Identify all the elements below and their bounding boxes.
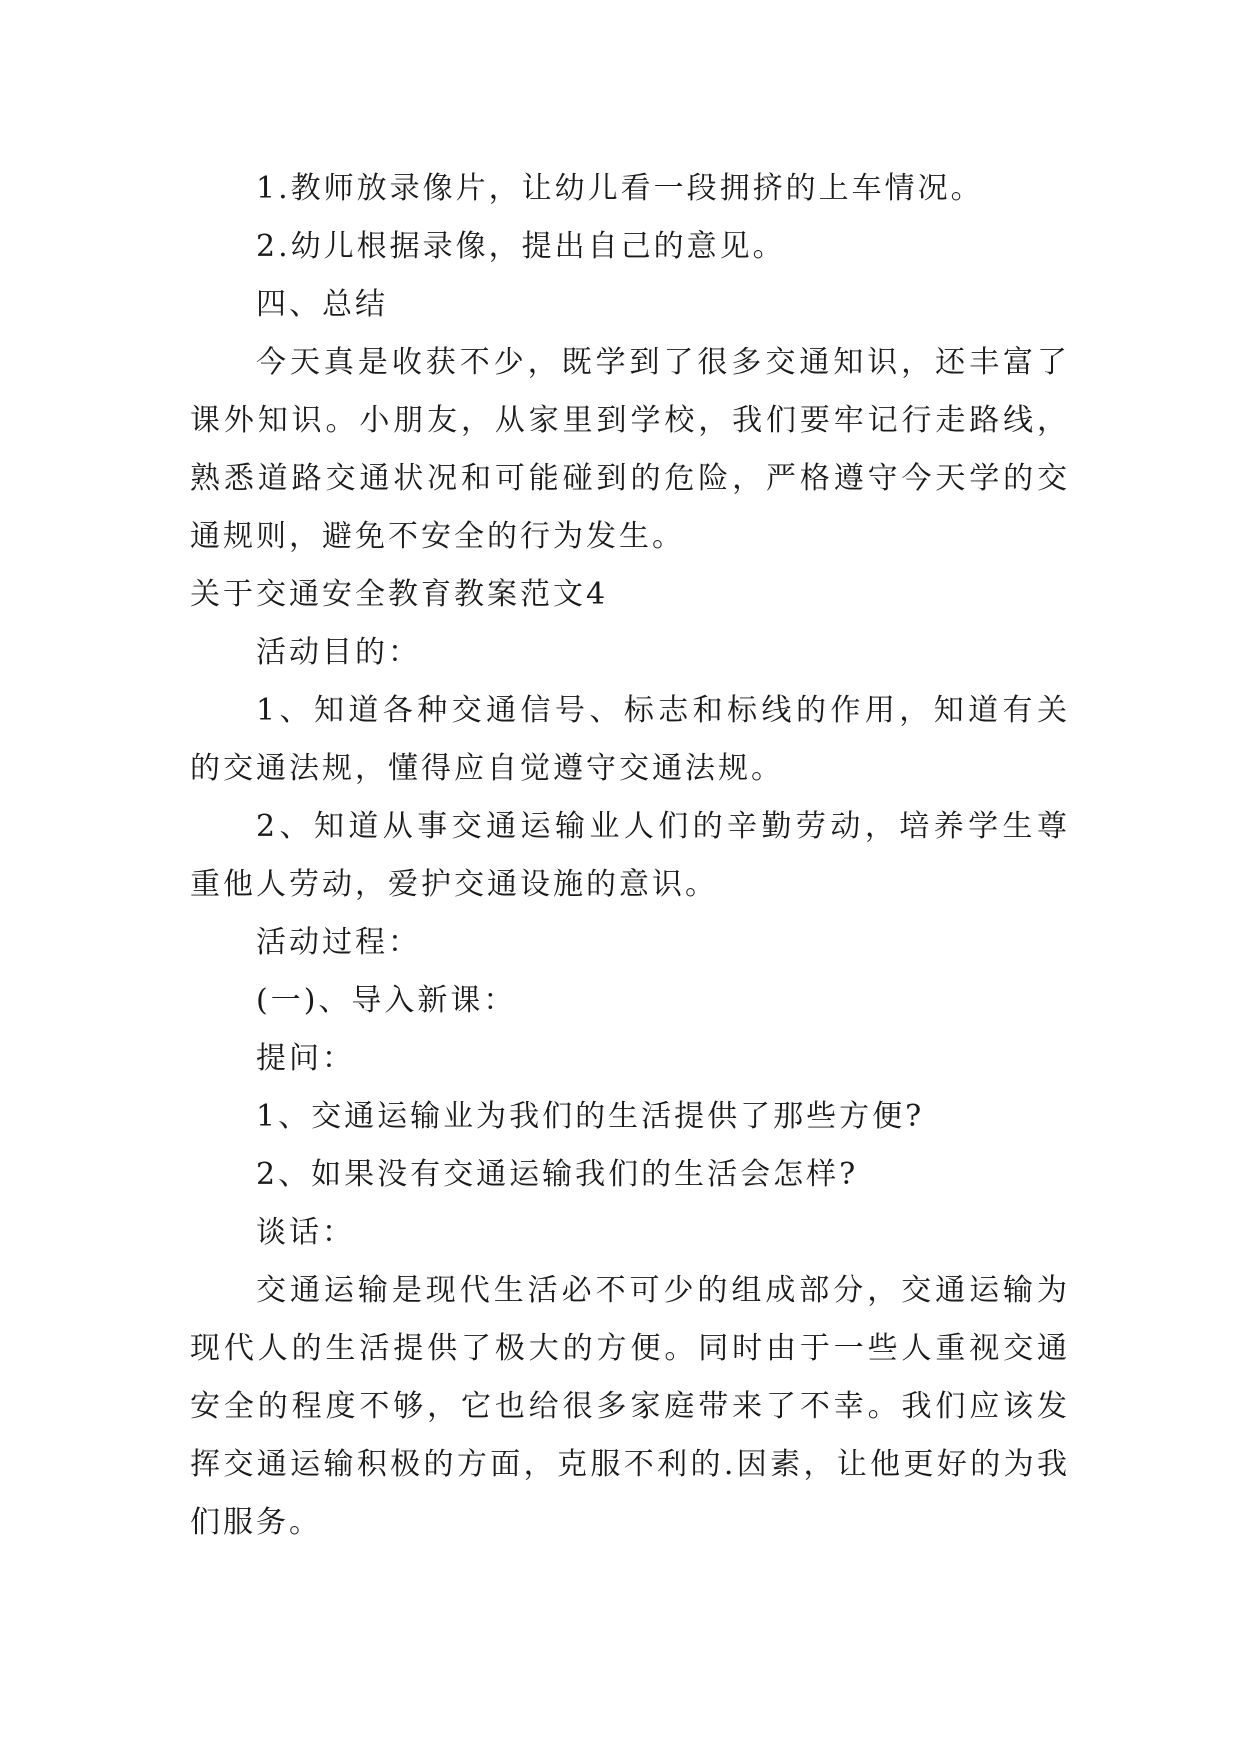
- paragraph: 2.幼儿根据录像，提出自己的意见。: [256, 229, 786, 264]
- paragraph: 1、交通运输业为我们的生活提供了那些方便?: [256, 1099, 925, 1134]
- paragraph: 2、知道从事交通运输业人们的辛勤劳动，培养学生尊重他人劳动，爱护交通设施的意识。: [190, 809, 1070, 902]
- paragraph: 1、知道各种交通信号、标志和标线的作用，知道有关的交通法规，懂得应自觉遵守交通法规。: [190, 693, 1070, 786]
- paragraph: 1.教师放录像片，让幼儿看一段拥挤的上车情况。: [256, 171, 984, 206]
- document-title: 关于交通安全教育教案范文4: [190, 577, 609, 612]
- paragraph: 交通运输是现代生活必不可少的组成部分，交通运输为现代人的生活提供了极大的方便。同时由于一些人重视交通安全的程度不够，它也给很多家庭带来了不幸。我们应该发挥交通运输积极的方面，克服不利的.因素，让他更好的为我们服务。: [190, 1273, 1070, 1540]
- paragraph: 2、如果没有交通运输我们的生活会怎样?: [256, 1157, 859, 1192]
- paragraph: 提问：: [256, 1041, 355, 1076]
- paragraph: 谈话：: [256, 1215, 355, 1250]
- paragraph: 活动过程：: [256, 925, 421, 960]
- section-heading: 四、总结: [256, 287, 388, 322]
- paragraph: 活动目的：: [256, 635, 421, 670]
- paragraph: (一)、导入新课：: [256, 983, 517, 1018]
- paragraph: 今天真是收获不少，既学到了很多交通知识，还丰富了课外知识。小朋友，从家里到学校，我们要牢记行走路线，熟悉道路交通状况和可能碰到的危险，严格遵守今天学的交通规则，避免不安全的行为发生。: [190, 345, 1070, 554]
- document-body: [190, 160, 1070, 1552]
